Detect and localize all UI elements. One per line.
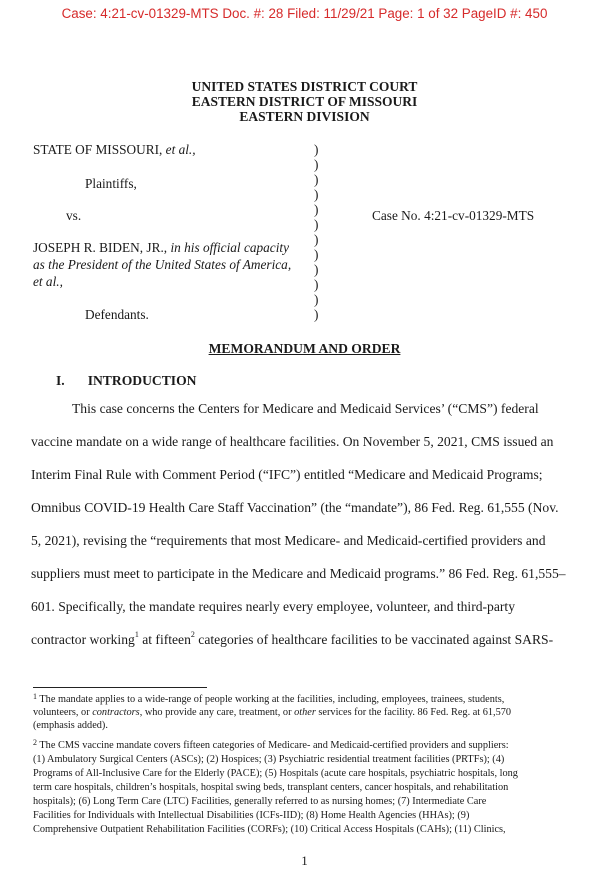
body-line: suppliers must meet to participate in the Medicare and Medicaid programs.” 86 Fed. Reg. 61,555– — [31, 566, 566, 581]
defendant-etal: et al., — [33, 274, 63, 289]
footnote-line: $^1$ The mandate applies to a wide-range of people working at the facilities, including, employees, trainees, students, — [33, 692, 505, 705]
court-heading — [0, 79, 609, 124]
body-line: vaccine mandate on a wide range of healthcare facilities. On November 5, 2021, CMS issued an — [31, 434, 554, 449]
body-line: Omnibus COVID-19 Health Care Staff Vaccination” (the “mandate”), 86 Fed. Reg. 61,555 (Nov. — [31, 500, 559, 515]
plaintiff-name: STATE OF MISSOURI, et al., — [33, 142, 196, 157]
defendant-name: JOSEPH R. BIDEN, JR., in his official capacity — [33, 240, 289, 255]
court-division: EASTERN DIVISION — [239, 109, 370, 124]
ecf-header-stamp: Case: 4:21-cv-01329-MTS Doc. #: 28 Filed: 11/29/21 Page: 1 of 32 PageID #: 450 — [61, 6, 548, 21]
footnote-line: hospitals); (6) Long Term Care (LTC) Facilities, generally referred to as nursing homes; (7) Intermediate Care — [33, 796, 487, 807]
footnote-ref[interactable]: 2 — [190, 630, 195, 639]
defendants-label: Defendants. — [85, 307, 149, 322]
body-line: 601. Specifically, the mandate requires nearly every employee, volunteer, and third-party — [31, 599, 515, 614]
footnote-line: (1) Ambulatory Surgical Centers (ASCs); (2) Hospices; (3) Psychiatric residential treatment facilities (PRTFs); (4) — [33, 754, 505, 765]
footnote-line: Facilities for Individuals with Intellectual Disabilities (ICFs-IID); (8) Home Health Agencies (HHAs); (9) — [33, 810, 470, 821]
footnote-line: $^2$ The CMS vaccine mandate covers fifteen categories of Medicare- and Medicaid-certified providers and suppliers: — [33, 738, 509, 751]
footnote-line: (emphasis added). — [33, 720, 108, 731]
body-line: Interim Final Rule with Comment Period (“IFC”) entitled “Medicare and Medicaid Programs; — [31, 467, 543, 482]
versus-label: vs. — [66, 208, 82, 223]
section-number: I. — [56, 373, 65, 388]
footnote-line: term care hospitals, children’s hospitals, hospital swing beds, transplant centers, cancer hospitals, and rehabilitation — [33, 782, 509, 793]
memorandum-title: MEMORANDUM AND ORDER — [208, 341, 401, 356]
page-number: 1 — [301, 853, 308, 868]
footnote-divider — [33, 687, 207, 688]
section-title: INTRODUCTION — [87, 373, 197, 388]
defendant-capacity: as the President of the United States of America, — [33, 257, 292, 272]
footnote-ref[interactable]: 1 — [134, 630, 139, 639]
body-line: This case concerns the Centers for Medicare and Medicaid Services’ (“CMS”) federal — [72, 401, 539, 416]
footnote-line: Programs of All-Inclusive Care for the Elderly (PACE); (5) Hospitals (acute care hospitals, psychiatric hospitals, long — [33, 768, 518, 779]
court-district: EASTERN DISTRICT OF MISSOURI — [191, 94, 418, 109]
body-line: 5, 2021), revising the “requirements that most Medicare- and Medicaid-certified providers and — [31, 533, 546, 548]
case-number: Case No. 4:21-cv-01329-MTS — [372, 208, 535, 223]
footnote-line: Comprehensive Outpatient Rehabilitation Facilities (CORFs); (10) Critical Access Hospitals (CAHs); (11) Clinics, — [33, 824, 506, 835]
body-line: contractor working$^1$ at fifteen$^2$ categories of healthcare facilities to be vaccinated against SARS- — [31, 630, 554, 647]
footnote-line: volunteers, or contractors, who provide any care, treatment, or other services for the facility. 86 Fed. Reg. at 61,570 — [33, 707, 512, 718]
court-name: UNITED STATES DISTRICT COURT — [191, 79, 418, 94]
plaintiffs-label: Plaintiffs, — [85, 176, 137, 191]
section-heading — [56, 373, 196, 389]
